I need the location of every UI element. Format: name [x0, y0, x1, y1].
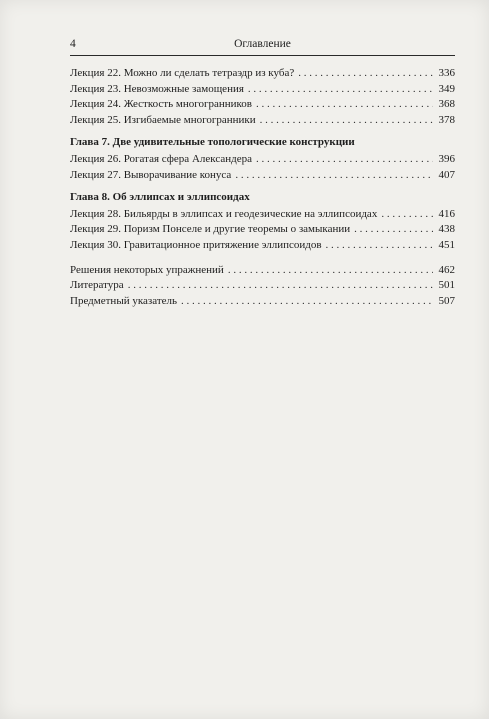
toc-entry-page: 462 [438, 263, 455, 276]
toc-entry-page: 507 [438, 294, 455, 307]
toc-entry-page: 396 [438, 152, 455, 165]
toc-entry-page: 501 [438, 279, 455, 292]
dot-leader [181, 294, 433, 310]
toc-entry-page: 407 [438, 168, 455, 181]
chapter-8-heading: Глава 8. Об эллипсах и эллипсоидах [70, 191, 250, 204]
dot-leader [326, 238, 433, 254]
dot-leader [381, 207, 433, 223]
toc-entry-label: Лекция 30. Гравитационное притяжение эллипсоидов [70, 238, 322, 251]
toc-entry-lecture-26 [70, 152, 455, 168]
toc-entry-page: 451 [438, 238, 455, 251]
section-gap [70, 254, 455, 263]
toc-entry-page: 368 [438, 98, 455, 111]
toc-entry-label: Лекция 28. Бильярды в эллипсах и геодезические на эллипсоидах [70, 207, 378, 220]
toc-entry-label: Лекция 27. Выворачивание конуса [70, 168, 232, 181]
dot-leader [235, 168, 433, 184]
toc-entry-lecture-27 [70, 168, 455, 184]
toc-entry-label: Лекция 29. Поризм Понселе и другие теоремы о замыкании [70, 223, 351, 236]
dot-leader [298, 66, 433, 82]
toc-entry-page: 349 [438, 82, 455, 95]
dot-leader [354, 222, 433, 238]
toc-entry-lecture-22 [70, 66, 455, 82]
toc-entry-label: Литература [70, 279, 124, 292]
toc-entry-label: Предметный указатель [70, 294, 178, 307]
toc-entry-solutions [70, 263, 455, 279]
running-title: Оглавление [234, 38, 291, 50]
chapter-7-heading: Глава 7. Две удивительные топологические конструкции [70, 136, 355, 149]
toc-entry-label: Решения некоторых упражнений [70, 263, 224, 276]
dot-leader [260, 113, 433, 129]
toc-entry-page: 378 [438, 113, 455, 126]
toc-entry-lecture-28 [70, 207, 455, 223]
toc-entry-subject-index [70, 294, 455, 310]
toc-entry-label: Лекция 24. Жесткость многогранников [70, 98, 252, 111]
toc-entry-label: Лекция 22. Можно ли сделать тетраэдр из куба? [70, 67, 295, 79]
dot-leader [248, 82, 433, 98]
toc-entry-lecture-23 [70, 82, 455, 98]
dot-leader [228, 263, 433, 279]
toc-entry-page: 336 [438, 67, 455, 79]
toc-entry-label: Лекция 25. Изгибаемые многогранники [70, 113, 256, 126]
table-of-contents [70, 66, 455, 309]
header-rule [70, 55, 455, 56]
toc-entry-page: 416 [438, 207, 455, 220]
page-number: 4 [70, 38, 76, 50]
toc-entry-lecture-25 [70, 113, 455, 129]
toc-entry-label: Лекция 26. Рогатая сфера Александера [70, 152, 252, 165]
toc-entry-label: Лекция 23. Невозможные замощения [70, 82, 244, 95]
toc-entry-lecture-24 [70, 97, 455, 113]
dot-leader [256, 97, 433, 113]
running-header [70, 38, 455, 56]
toc-entry-lecture-30 [70, 238, 455, 254]
dot-leader [256, 152, 433, 168]
toc-entry-literature [70, 278, 455, 294]
toc-entry-lecture-29 [70, 222, 455, 238]
toc-entry-page: 438 [438, 223, 455, 236]
dot-leader [128, 278, 433, 294]
